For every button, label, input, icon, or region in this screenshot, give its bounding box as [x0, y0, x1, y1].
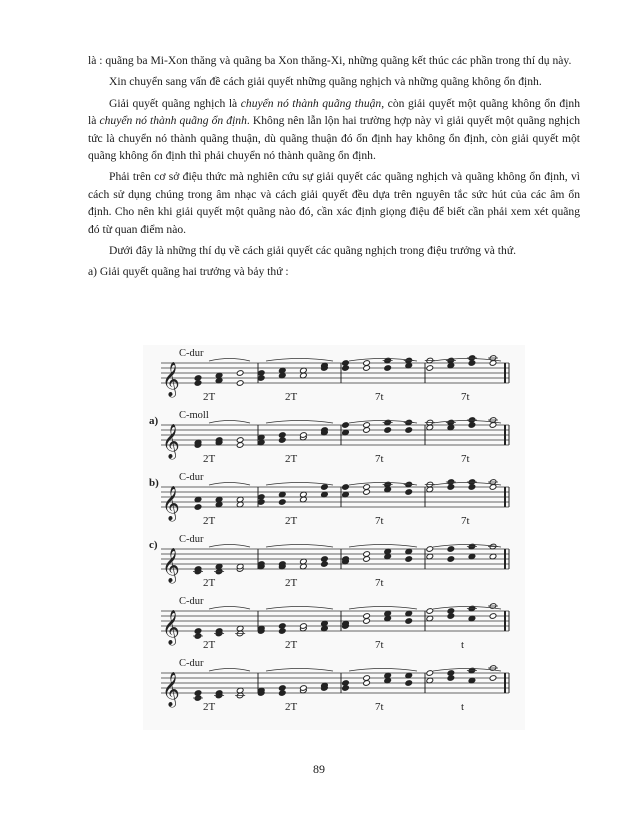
note-head: [447, 556, 455, 563]
interval-mark: 2T: [203, 453, 216, 465]
key-label: C-moll: [179, 410, 209, 421]
treble-clef-icon: 𝄞: [162, 362, 180, 397]
paragraph: [88, 95, 580, 165]
note-head: [447, 608, 455, 615]
note-head: [321, 484, 329, 491]
note-head: [363, 484, 371, 491]
note-head: [447, 546, 455, 553]
text-run: Giải quyết quãng nghịch là: [109, 96, 241, 110]
interval-mark: 7t: [461, 453, 470, 465]
music-example-figure: [143, 345, 525, 730]
note-head: [426, 670, 434, 677]
interval-mark: 7t: [461, 391, 470, 403]
example-marker: a): [149, 415, 159, 427]
paragraph: [88, 52, 580, 69]
interval-mark: t: [461, 639, 465, 651]
note-head: [363, 551, 371, 558]
note-head: [405, 427, 413, 434]
note-head: [489, 675, 497, 682]
interval-mark: 2T: [285, 701, 298, 713]
note-head: [236, 380, 244, 387]
note-head: [236, 370, 244, 377]
treble-clef-icon: 𝄞: [162, 610, 180, 645]
note-head: [405, 618, 413, 625]
interval-mark: 7t: [375, 701, 384, 713]
interval-mark: 2T: [203, 391, 216, 403]
text-run: là : quãng ba Mi-Xon thăng và quãng ba Xon thăng-Xi, những quãng kết thúc các phần trong thí dụ này.: [88, 54, 572, 67]
interval-mark: 7t: [375, 391, 384, 403]
treble-clef-icon: 𝄞: [162, 424, 180, 459]
slur-arc: [266, 669, 333, 672]
note-head: [236, 437, 244, 444]
text-block: [88, 52, 580, 281]
note-head: [257, 370, 265, 377]
paragraph: [88, 242, 580, 259]
slur-arc: [266, 421, 333, 424]
note-head: [489, 613, 497, 620]
interval-mark: 2T: [203, 577, 216, 589]
slur-arc: [209, 669, 250, 672]
interval-mark: 2T: [285, 639, 298, 651]
note-head: [426, 608, 434, 615]
note-head: [384, 365, 392, 372]
note-head: [405, 680, 413, 687]
note-head: [194, 628, 202, 635]
key-label: C-dur: [179, 472, 204, 483]
note-head: [342, 422, 350, 429]
paragraph: [88, 73, 580, 90]
treble-clef-icon: 𝄞: [162, 486, 180, 521]
interval-mark: t: [461, 701, 465, 713]
treble-clef-icon: 𝄞: [162, 548, 180, 583]
interval-mark: 2T: [285, 515, 298, 527]
key-label: C-dur: [179, 658, 204, 669]
note-head: [278, 499, 286, 506]
note-head: [278, 685, 286, 692]
italic-phrase: chuyển nó thành quãng ổn định: [99, 114, 247, 128]
note-head: [447, 670, 455, 677]
treble-clef-icon: 𝄞: [162, 672, 180, 707]
slur-arc: [266, 545, 333, 548]
note-head: [321, 556, 329, 563]
key-label: C-dur: [179, 596, 204, 607]
note-head: [278, 432, 286, 439]
key-label: C-dur: [179, 348, 204, 359]
text-run: , còn giải quyết một quãng không ổn định là: [88, 96, 581, 128]
note-head: [363, 675, 371, 682]
note-head: [342, 680, 350, 687]
interval-mark: 7t: [375, 453, 384, 465]
note-head: [257, 494, 265, 501]
note-head: [363, 613, 371, 620]
note-head: [363, 360, 371, 367]
interval-mark: 2T: [203, 639, 216, 651]
interval-mark: 2T: [285, 577, 298, 589]
slur-arc: [349, 607, 417, 610]
slur-arc: [209, 607, 250, 610]
note-head: [194, 375, 202, 382]
interval-mark: 2T: [285, 453, 298, 465]
slur-arc: [349, 545, 417, 548]
interval-mark: 2T: [203, 701, 216, 713]
slur-arc: [209, 545, 250, 548]
slur-arc: [209, 483, 250, 486]
slur-arc: [349, 669, 417, 672]
interval-mark: 7t: [461, 515, 470, 527]
interval-mark: 7t: [375, 639, 384, 651]
slur-arc: [209, 421, 250, 424]
paragraph: [88, 168, 580, 238]
interval-mark: 7t: [375, 577, 384, 589]
italic-phrase: chuyển nó thành quãng thuận: [240, 96, 382, 110]
text-run: . Không nên lẫn lộn hai trường hợp này vì giải quyết một quãng nghịch tức là chuyển nó thành quãng thuận, dù quãng thuận đó ổn định hay không ổn định, còn giải quyết một quãng không ổn định thì phải chuyển nó thành quãng ổn định.: [88, 114, 581, 163]
note-head: [405, 489, 413, 496]
interval-mark: 2T: [285, 391, 298, 403]
note-head: [342, 360, 350, 367]
interval-mark: 2T: [203, 515, 216, 527]
note-head: [194, 504, 202, 511]
note-head: [384, 427, 392, 434]
example-marker: c): [149, 539, 158, 551]
note-head: [426, 546, 434, 553]
example-label: a) Giải quyết quãng hai trưởng và bảy thứ :: [88, 265, 289, 279]
note-head: [363, 422, 371, 429]
note-head: [278, 623, 286, 630]
note-head: [426, 365, 434, 372]
note-head: [194, 690, 202, 697]
example-marker: b): [149, 477, 159, 489]
text-run: Dưới đây là những thí dụ về cách giải quyết các quãng nghịch trong điệu trưởng và thứ.: [109, 244, 517, 258]
slur-arc: [266, 359, 333, 362]
slur-arc: [266, 607, 333, 610]
page-number: 89: [313, 762, 325, 776]
note-head: [405, 556, 413, 563]
note-head: [342, 484, 350, 491]
slur-arc: [209, 359, 250, 362]
text-run: Xin chuyển sang vấn đề cách giải quyết những quãng nghịch và những quãng không ổn định.: [109, 75, 542, 89]
text-run: Phải trên cơ sở điệu thức mà nghiên cứu sự giải quyết các quãng nghịch và quãng không ổn định, vì cách sử dụng chúng trong âm nhạc và cách giải quyết đều dựa trên nguyên tắc sức hút của các âm ổn định. Cho nên khi giải quyết một quãng nào đó, cần xác định giọng điệu để biết cần phải xem xét quãng đó từ quan điểm nào.: [88, 170, 580, 236]
interval-mark: 7t: [375, 515, 384, 527]
key-label: C-dur: [179, 534, 204, 545]
